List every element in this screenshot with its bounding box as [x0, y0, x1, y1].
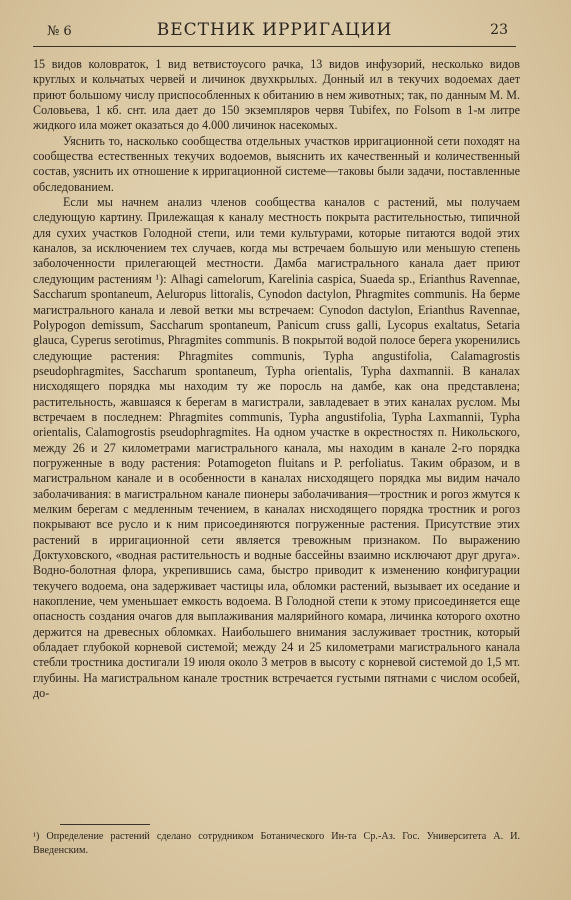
paragraph-3: Если мы начнем анализ членов сообщества каналов с растений, мы получаем следующую картину. Прилежащая к каналу местность покрыта растительностью, типичной для сухих участков Голодной степи, или теми культурами, которые питаются водой этих каналов, за исключением тех случаев, когда мы встречаем большую или меньшую степень заболоченности прилегающей местности. Дамба магистрального канала дает приют следующим растениям ¹): Alhagi camelorum, Karelinia caspica, Suaeda sp., Erianthus Ravennae, Saccharum spontaneum, Aeluropus littoralis, Cynodon dactylon, Phragmites communis. На берме магистрального канала и левой ветки мы встречаем: Cynodon dactylon, Erianthus Ravennae, Polypogon demissum, Saccharum spontaneum, Panicum cruss galli, Lycopus exaltatus, Setaria glauca, Cyperus serotimus, Phragmites communis. В покрытой водой полосе берега укоренились следующие растения: Phragmites communis, Typha angustifolia, Calamagrostis pseudophragmites, Saccharum spontaneum, Typha orientalis, Typha daxmannii. В каналах нисходящего порядка мы находим ту же поросль на дамбе, как она представлена; растительность, жавшаяся к берегам в магистрали, завладевает в этих каналах руслом. Мы встречаем в последнем: Phragmites communis, Typha angustifolia, Typha Laxmannii, Typha orientalis, Calamogrostis pseudophragmites. На одном участке в окрестностях п. Никольского, между 26 и 27 километрами магистрального канала, мы находим в канале 2-го порядка погруженные в воду растения: Potamogeton fluitans и P. perfoliatus. Таким образом, и в магистральном канале и в особенности в каналах нисходящего порядка мы видим начало заболачивания: в магистральном канале пионеры заболачивания—тростник и рогоз жмутся к мелким берегам с медленным течением, в каналах нисходящего порядка тростник и рогоз покрывают все русло и к ним присоединяются погруженные растения. Присутствие этих растений в ирригационной сети является тревожным признаком. По выражению Доктуховского, «водная растительность и водные бассейны взаимно исключают друг друга». Водно-болотная флора, укрепившись сама, быстро приводит к изменению конфигурации текучего водоема, она задерживает частицы ила, обломки растений, вызывает их оседание и накопление, чем уменьшает емкость водоема. В Голодной степи к этому присоединяется еще опасность создания очагов для выплаживания малярийного комара, личинка которого охотно держится на древесных обломках. Наибольшего внимания заслуживает тростник, который обладает глубокой корневой системой; между 24 и 25 километрами магистрального канала стебли тростника достигали 19 июля около 3 метров в высоту с корневой системой до 1,5 мт. глубины. На магистральном канале тростник встречается густыми пятнами с числом особей, до- [33, 195, 520, 701]
footnote: ¹) Определение растений сделано сотрудником Ботанического Ин-та Ср.-Аз. Гос. Университета А. И. Введенским. [33, 831, 520, 856]
article-body [33, 57, 520, 701]
page-number: 23 [490, 22, 508, 38]
issue-number: № 6 [47, 24, 72, 39]
footnote-divider [60, 824, 150, 825]
page-header [33, 18, 516, 47]
paragraph-1: 15 видов коловраток, 1 вид ветвистоусого рачка, 13 видов инфузорий, несколько видов круглых и кольчатых червей и личинок двухкрылых. Донный ил в текучих водоемах дает приют большому числу приспособленных к обитанию в нем животных; так, по данным М. М. Соловьева, 1 кб. снт. ила дает до 150 экземпляров червя Tubifex, по Folsom в 1-м литре жидкого ила может оказаться до 4.000 личинок насекомых. [33, 57, 520, 133]
journal-title: ВЕСТНИК ИРРИГАЦИИ [156, 20, 393, 40]
paragraph-2: Уяснить то, насколько сообщества отдельных участков ирригационной сети походят на сообщества естественных текучих водоемов, выяснить их качественный и количественный состав, уяснить их отношение к ирригационной системе—таковы были задачи, поставленные обследованием. [33, 133, 520, 194]
